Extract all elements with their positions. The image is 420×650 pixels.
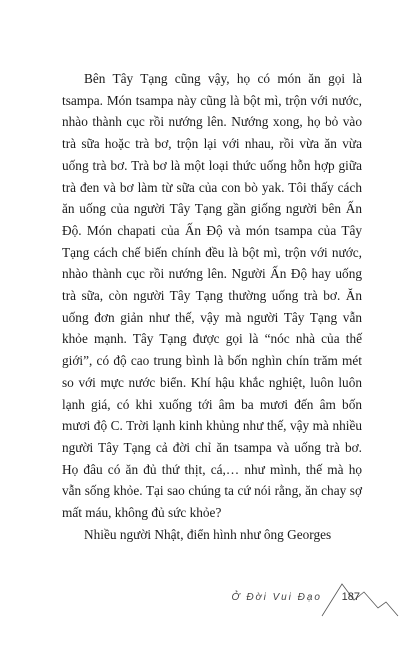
page-number: 187 (341, 591, 360, 603)
running-footer-title: Ở Đời Vui Đạo (231, 592, 322, 603)
paragraph-1: Bên Tây Tạng cũng vậy, họ có món ăn gọi là tsampa. Món tsampa này cũng là bột mì, trộn với nước, nhào thành cục rồi nướng lên. Nướng xong, họ bỏ vào trà sữa hoặc trà bơ, trộn lại với nhau, rồi vừa ăn vừa uống trà bơ. Trà bơ là một loại thức uống hỗn hợp giữa trà đen và bơ làm từ sữa của con bò yak. Tôi thấy cách ăn uống của người Tây Tạng gần giống người bên Ấn Độ. Món chapati của Ấn Độ và món tsampa của Tây Tạng cách chế biến chính đều là bột mì, trộn với nước, nhào thành cục rồi nướng lên. Người Ấn Độ hay uống trà sữa, còn người Tây Tạng thường uống trà bơ. Ăn uống đơn giản như thế, vậy mà người Tây Tạng vẫn khỏe mạnh. Tây Tạng được gọi là “nóc nhà của thế giới”, có độ cao trung bình là bốn nghìn chín trăm mét so với mực nước biển. Khí hậu khắc nghiệt, luôn luôn lạnh giá, có khi xuống tới âm ba mươi đến âm bốn mươi độ C. Trời lạnh kinh khủng như thế, vậy mà nhiều người Tây Tạng cả đời chỉ ăn tsampa và uống trà bơ. Họ đâu có ăn đủ thứ thịt, cá,… như mình, thế mà họ vẫn sống khỏe. Tại sao chúng ta cứ nói rằng, ăn chay sợ mất máu, không đủ sức khỏe? (62, 71, 362, 521)
paragraph-2: Nhiều người Nhật, điển hình như ông Georges (84, 526, 332, 542)
body-text (62, 68, 362, 545)
page-footer (200, 578, 400, 618)
mountain-icon (320, 578, 400, 618)
